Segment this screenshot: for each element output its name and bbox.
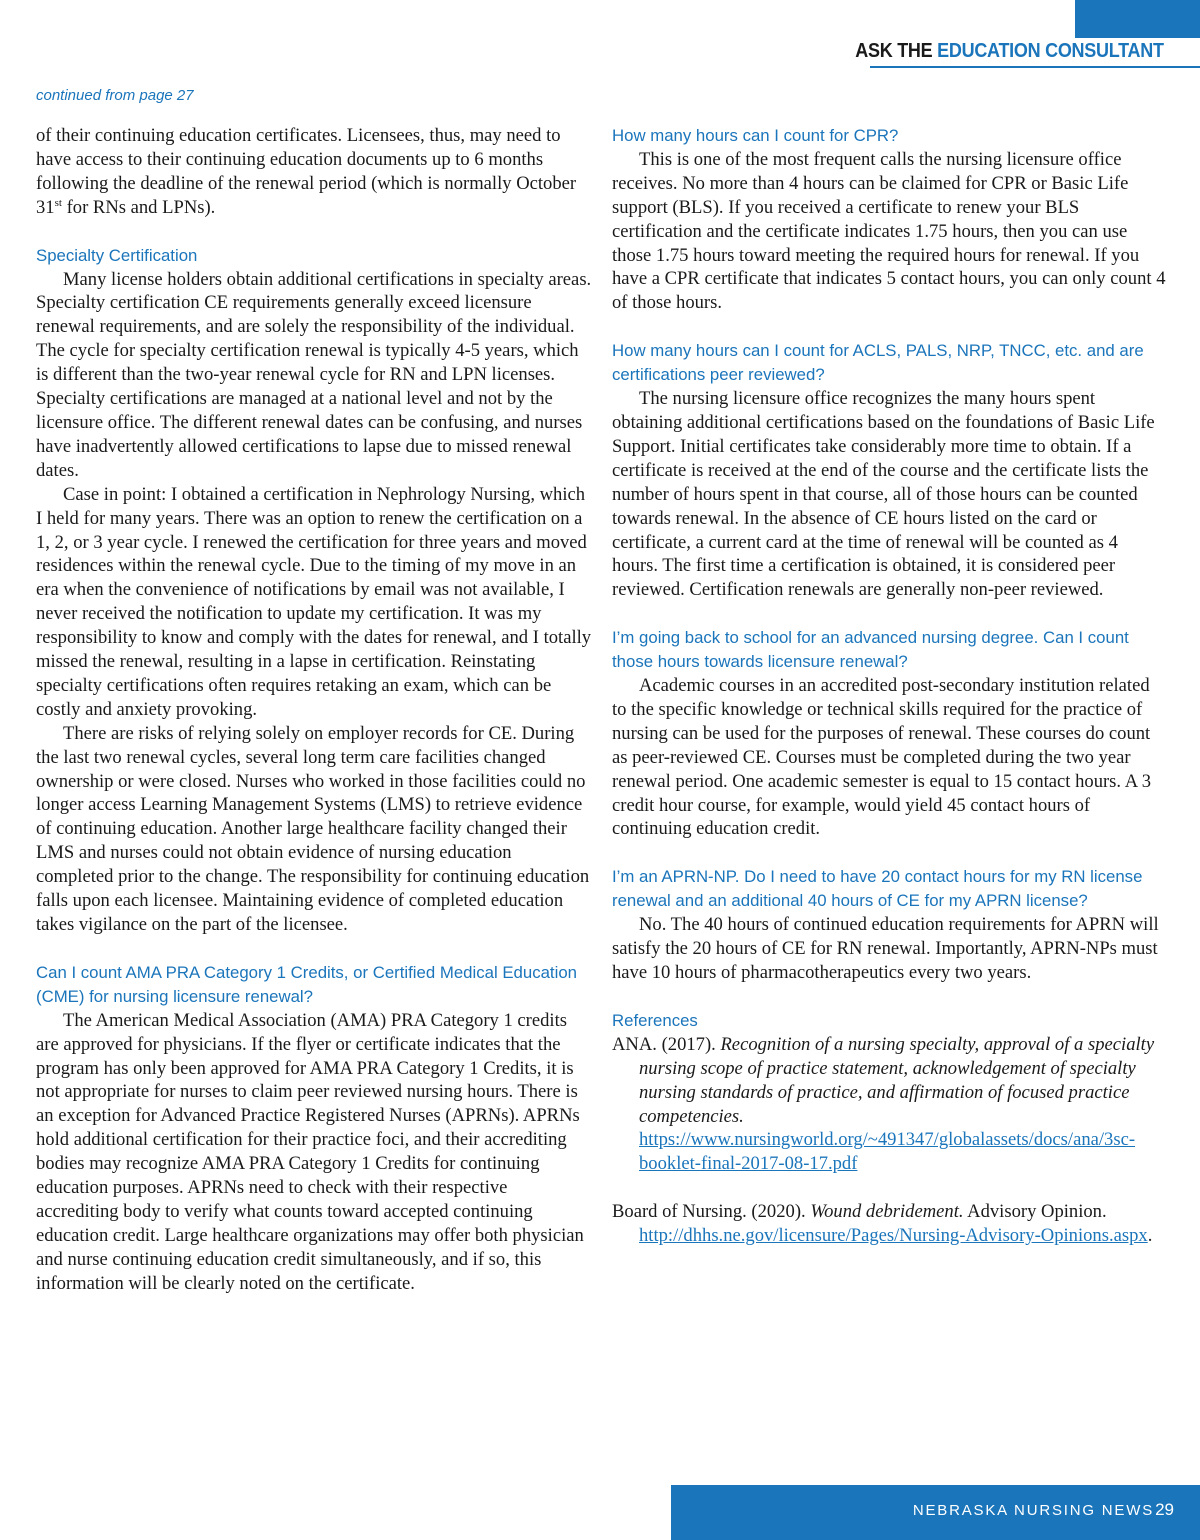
page-number: 29 bbox=[1155, 1500, 1174, 1519]
reference-ana bbox=[612, 1033, 1168, 1176]
reference-bon-type: Advisory Opinion. bbox=[963, 1201, 1107, 1223]
paragraph-specialty-3: There are risks of relying solely on employer records for CE. During the last two renewal cycles, several long term care facilities changed ownership or were closed. Nurses who worked in those facilities could no longer access Learning Management Systems (LMS) to retrieve evidence of continuing education. Another large healthcare facility changed their LMS and nurses could not obtain evidence of nursing education completed prior to the change. The responsibility for continuing education falls upon each licensee. Maintaining evidence of completed education takes vigilance on the part of the licensee. bbox=[36, 722, 590, 935]
reference-ana-link[interactable]: https://www.nursingworld.org/~491347/globalassets/docs/ana/3sc-booklet-final-2017-08-17.pdf bbox=[639, 1129, 1136, 1175]
paragraph-ama-pra: The American Medical Association (AMA) PRA Category 1 credits are approved for physicians. If the flyer or certificate indicates that the program has only been approved for AMA PRA Category 1 Credits, it is not appropriate for nurses to claim peer reviewed nursing hours. There is an exception for Advanced Practice Registered Nurses (APRNs). APRNs hold additional certification for their practice foci, and their accrediting bodies may recognize AMA PRA Category 1 Credits for continuing education purposes. APRNs need to check with their respective accrediting body to verify what counts toward accepted continuing education credit. Large healthcare organizations may offer both physician and nurse continuing education credit simultaneously, and if so, this information will be clearly noted on the certificate. bbox=[36, 1009, 584, 1294]
intro-text-b: for RNs and LPNs). bbox=[61, 196, 216, 218]
continued-note: continued from page 27 bbox=[36, 87, 194, 104]
paragraph-acls: The nursing licensure office recognizes the many hours spent obtaining additional certifications based on the foundations of Basic Life Support. Initial certificates take considerably more time to obtain. If a certificate is received at the end of the course and the certificate lists the number of hours spent in that course, all of those hours can be counted towards renewal. In the absence of CE hours listed on the card or certificate, a current card at the time of renewal will be counted as 4 hours. The first time a certification is obtained, it is considered peer reviewed. Certification renewals are generally non-peer reviewed. bbox=[612, 388, 1155, 601]
section-title-light: EDUCATION CONSULTANT bbox=[937, 40, 1164, 62]
intro-text-a: of their continuing education certificates. Licensees, thus, may need to have access to their continuing education documents up to 6 months following the deadline of the renewal period (which is normally October 31 bbox=[36, 125, 577, 218]
heading-school: I’m going back to school for an advanced nursing degree. Can I count those hours towards licensure renewal? bbox=[612, 628, 1129, 672]
intro-superscript: st bbox=[54, 196, 62, 209]
paragraph-aprn: No. The 40 hours of continued education requirements for APRN will satisfy the 20 hours of CE for RN renewal. Importantly, APRN-NPs must have 10 hours of pharmacotherapeutics every two years. bbox=[612, 914, 1159, 983]
reference-ana-author: ANA. (2017). bbox=[612, 1033, 721, 1055]
reference-bon-link[interactable]: http://dhhs.ne.gov/licensure/Pages/Nursing-Advisory-Opinions.aspx bbox=[639, 1225, 1148, 1247]
corner-accent-block bbox=[1075, 0, 1200, 38]
heading-specialty-certification: Specialty Certification bbox=[36, 245, 198, 265]
section-title-dark: ASK THE bbox=[855, 40, 933, 62]
left-column bbox=[36, 124, 592, 1296]
heading-ama-pra: Can I count AMA PRA Category 1 Credits, or Certified Medical Education (CME) for nursing licensure renewal? bbox=[36, 962, 577, 1006]
intro-paragraph bbox=[36, 124, 592, 220]
heading-aprn: I’m an APRN-NP. Do I need to have 20 contact hours for my RN license renewal and an additional 40 hours of CE for my APRN license? bbox=[612, 867, 1143, 911]
publication-name: NEBRASKA NURSING NEWS bbox=[912, 1502, 1154, 1519]
footer-bar bbox=[671, 1485, 1200, 1540]
paragraph-specialty-2: Case in point: I obtained a certification in Nephrology Nursing, which I held for many years. There was an option to renew the certification on a 1, 2, or 3 year cycle. I renewed the certification for three years and moved residences within the renewal cycle. Due to the timing of my move in an era when the convenience of notifications by email was not available, I never received the notification to update my certification. It was my responsibility to know and comply with the dates for renewal, and I totally missed the renewal, resulting in a lapse in certification. Reinstating specialty certifications often requires retaking an exam, which can be costly and anxiety provoking. bbox=[36, 483, 592, 720]
paragraph-cpr: This is one of the most frequent calls the nursing licensure office receives. No more than 4 hours can be claimed for CPR or Basic Life support (BLS). If you received a certificate to renew your BLS certification and the certificate indicates 1.75 hours, then you can use those 1.75 hours toward meeting the required hours for renewal. If you have a CPR certificate that indicates 5 contact hours, you can only count 4 of those hours. bbox=[612, 148, 1166, 314]
header-rule bbox=[870, 66, 1200, 68]
section-title bbox=[856, 40, 1164, 63]
heading-references: References bbox=[612, 1010, 698, 1030]
heading-cpr: How many hours can I count for CPR? bbox=[612, 126, 899, 145]
reference-bon-end: . bbox=[1147, 1225, 1153, 1247]
reference-bon-author: Board of Nursing. (2020). bbox=[612, 1201, 811, 1223]
heading-acls: How many hours can I count for ACLS, PALS, NRP, TNCC, etc. and are certifications peer reviewed? bbox=[612, 341, 1144, 385]
right-column bbox=[612, 124, 1168, 1248]
reference-board-of-nursing bbox=[612, 1200, 1168, 1248]
reference-bon-title: Wound debridement. bbox=[810, 1201, 964, 1223]
paragraph-school: Academic courses in an accredited post-secondary institution related to the specific knowledge or technical skills required for the practice of nursing can be used for the purposes of renewal. These courses do count as peer-reviewed CE. Courses must be completed during the two year renewal period. One academic semester is equal to 15 contact hours. A 3 credit hour course, for example, would yield 45 contact hours of continuing education credit. bbox=[612, 675, 1152, 840]
paragraph-specialty-1: Many license holders obtain additional certifications in specialty areas. Specialty certification CE requirements generally exceed licensure renewal requirements, and are solely the responsibility of the individual. The cycle for specialty certification renewal is typically 4-5 years, which is different than the two-year renewal cycle for RN and LPN licenses. Specialty certifications are managed at a national level and not by the licensure office. The different renewal dates can be confusing, and nurses have inadvertently allowed certifications to lapse due to missed renewal dates. bbox=[36, 268, 592, 481]
reference-ana-title: Recognition of a nursing specialty, approval of a specialty nursing scope of practice statement, acknowledgement of specialty nursing standards of practice, and affirmation of focused practice competencies. bbox=[639, 1033, 1155, 1127]
